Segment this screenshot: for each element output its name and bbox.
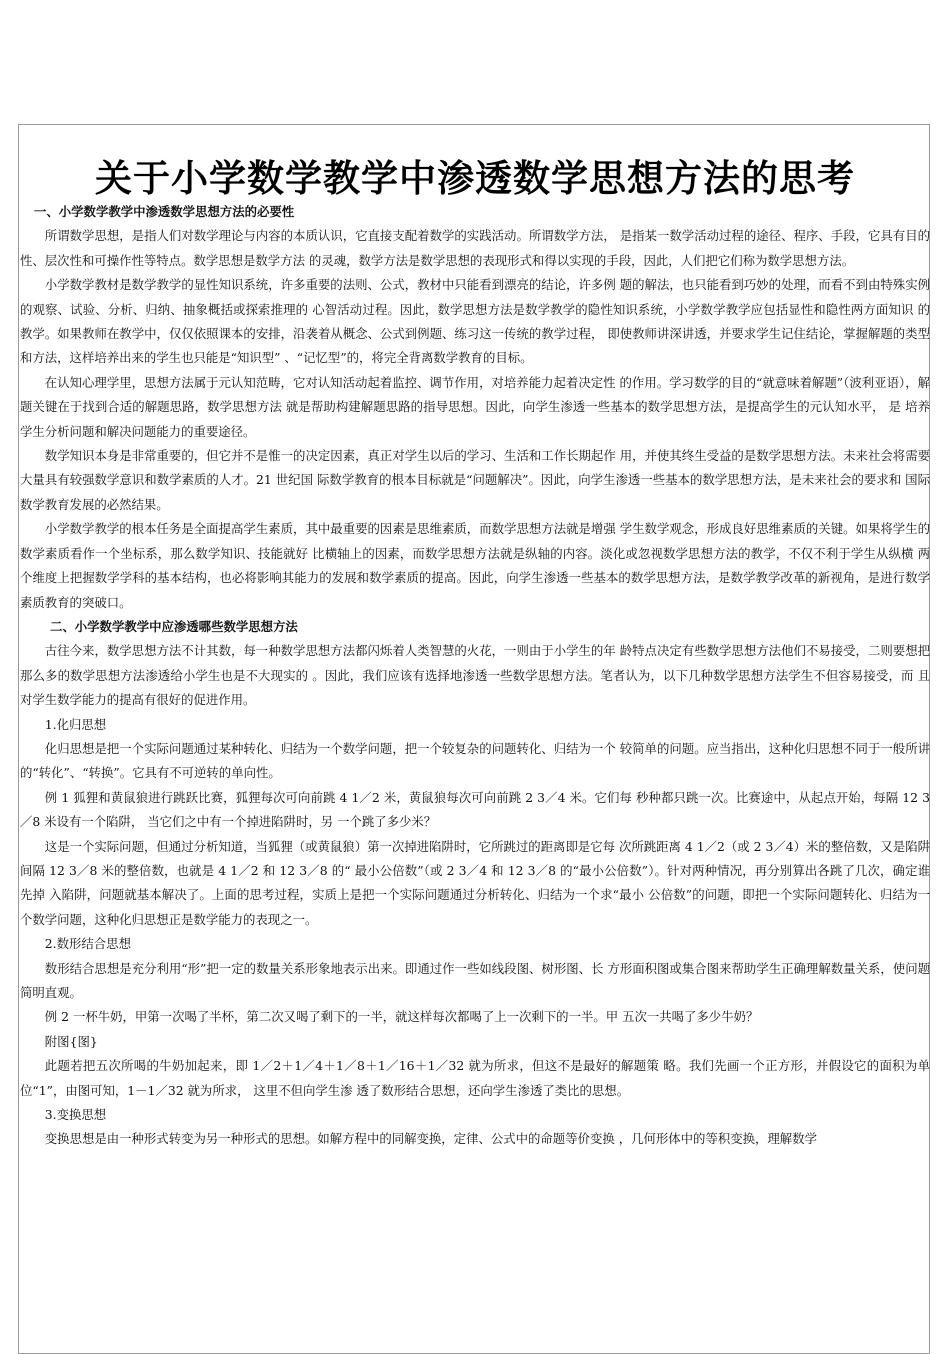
paragraph: 在认知心理学里，思想方法属于元认知范畴，它对认知活动起着监控、调节作用，对培养能力起着决定性 的作用。学习数学的目的“就意味着解题”（波利亚语），解题关键在于找到合适的解题思路，数学思想方法 就是帮助构建解题思路的指导思想。因此，向学生渗透一些基本的数学思想方法，是提高学生的元认知水平， 是 培养学生分析问题和解决问题能力的重要途径。: [20, 374, 930, 439]
paragraph: 变换思想是由一种形式转变为另一种形式的思想。如解方程中的同解变换，定律、公式中的命题等价变换 ，几何形体中的等积变换，理解数学: [44, 1131, 817, 1147]
paragraph: 这是一个实际问题，但通过分析知道，当狐狸（或黄鼠狼）第一次掉进陷阱时，它所跳过的距离即是它每 次所跳距离 4 1／2（或 2 3／4）米的整倍数，又是陷阱间隔 12 3／8 米的整倍数，也就是 4 1／2 和 12 3／8 的“ 最小公倍数”（或 2 3／4 和 12 3／8 的“最小公倍数”）。针对两种情况，再分别算出各跳了几次，确定谁先掉 入陷阱，问题就基本解决了。上面的思考过程，实质上是把一个实际问题通过分析转化、归结为一个求“最小 公倍数”的问题，即把一个实际问题转化、归结为一个数学问题，这种化归思想正是数学能力的表现之一。: [20, 838, 930, 927]
paragraph: 小学数学教材是数学教学的显性知识系统，许多重要的法则、公式，教材中只能看到漂亮的结论，许多例 题的解法，也只能看到巧妙的处理，而看不到由特殊实例的观察、试验、分析、归纳、抽象概括或探索推理的 心智活动过程。因此，数学思想方法是数学教学的隐性知识系统，小学数学教学应包括显性和隐性两方面知识 的教学。如果教师在教学中，仅仅依照课本的安排，沿袭着从概念、公式到例题、练习这一传统的教学过程， 即使教师讲深讲透，并要求学生记住结论，掌握解题的类型和方法，这样培养出来的学生也只能是“知识型” 、“记忆型”的，将完全背离数学教育的目标。: [20, 277, 931, 366]
paragraph: 小学数学教学的根本任务是全面提高学生素质，其中最重要的因素是思维素质，而数学思想方法就是增强 学生数学观念，形成良好思维素质的关键。如果将学生的数学素质看作一个坐标系，那么数学知识、技能就好 比横轴上的因素，而数学思想方法就是纵轴的内容。淡化或忽视数学思想方法的教学，不仅不利于学生从纵横 两个维度上把握数学学科的基本结构，也必将影响其能力的发展和数学素质的提高。因此，向学生渗透一些基本的数学思想方法，是数学教学改革的新视角，是进行数学素质教育的突破口。: [20, 521, 931, 610]
example-1: 例 1 狐狸和黄鼠狼进行跳跃比赛，狐狸每次可向前跳 4 1／2 米，黄鼠狼每次可向前跳 2 3／4 米。它们每 秒种都只跳一次。比赛途中，从起点开始，每隔 12 3／8 米设有一个陷阱， 当它们之中有一个掉进陷阱时，另 一个跳了多少米？: [20, 789, 930, 830]
paragraph: 此题若把五次所喝的牛奶加起来，即 1／2＋1／4＋1／8＋1／16＋1／32 就为所求，但这不是最好的解题策 略。我们先画一个正方形，并假设它的面积为单位“1”，由图可知，1－1／32 就为所求， 这里不但向学生渗 透了数形结合思想，还向学生渗透了类比的思想。: [20, 1058, 930, 1098]
section-heading-1: 一、小学数学教学中渗透数学思想方法的必要性: [34, 204, 295, 219]
paragraph: 数学知识本身是非常重要的，但它并不是惟一的决定因素，真正对学生以后的学习、生活和工作长期起作 用，并使其终生受益的是数学思想方法。未来社会将需要大量具有较强数学意识和数学素质的人才。21 世纪国 际数学教育的根本目标就是“问题解决”。因此，向学生渗透一些基本的数学思想方法，是未来社会的要求和 国际数学教育发展的必然结果。: [20, 448, 931, 512]
subsection-heading-1: 1.化归思想: [44, 716, 107, 732]
paragraph: 化归思想是把一个实际问题通过某种转化、归结为一个数学问题，把一个较复杂的问题转化、归结为一个 较简单的问题。应当指出，这种化归思想不同于一般所讲的“转化”、“转换”。它具有不可逆转的单向性。: [20, 740, 931, 781]
subsection-heading-2: 2.数形结合思想: [44, 936, 131, 952]
paragraph: 所谓数学思想，是指人们对数学理论与内容的本质认识，它直接支配着数学的实践活动。所谓数学方法， 是指某一数学活动过程的途径、程序、手段，它具有目的性、层次性和可操作性等特点。数学思想是数学方法 的灵魂，数学方法是数学思想的表现形式和得以实现的手段，因此，人们把它们称为数学思想方法。: [20, 228, 931, 268]
document-body: [20, 200, 930, 1152]
paragraph: 数形结合思想是充分利用“形”把一定的数量关系形象地表示出来。即通过作一些如线段图、树形图、长 方形面积图或集合图来帮助学生正确理解数量关系，使问题简明直观。: [20, 960, 930, 1000]
example-2: 例 2 一杯牛奶，甲第一次喝了半杯，第二次又喝了剩下的一半，就这样每次都喝了上一次剩下的一半。甲 五次一共喝了多少牛奶？: [44, 1009, 759, 1025]
section-heading-2: 二、小学数学教学中应渗透哪些数学思想方法: [50, 618, 298, 634]
subsection-heading-3: 3.变换思想: [44, 1107, 107, 1123]
page-title: 关于小学数学教学中渗透数学思想方法的思考: [95, 155, 855, 200]
figure-placeholder: 附图{图}: [44, 1033, 98, 1049]
paragraph: 古往今来，数学思想方法不计其数，每一种数学思想方法都闪烁着人类智慧的火花，一则由于小学生的年 龄特点决定有些数学思想方法他们不易接受，二则要想把那么多的数学思想方法渗透给小学生也是不大现实的 。因此，我们应该有选择地渗透一些数学思想方法。笔者认为，以下几种数学思想方法学生不但容易接受，而 且对学生数学能力的提高有很好的促进作用。: [20, 643, 931, 708]
